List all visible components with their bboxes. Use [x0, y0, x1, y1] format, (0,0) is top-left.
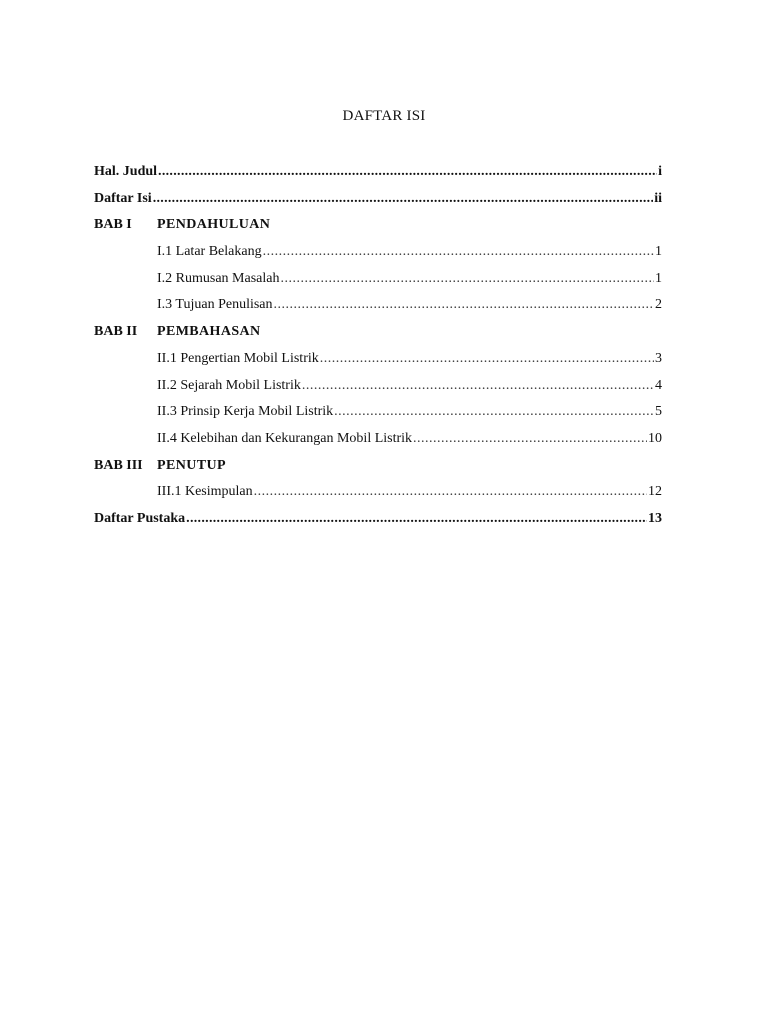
toc-entry-label: II.1 Pengertian Mobil Listrik [157, 350, 319, 366]
toc-entry-page: 12 [648, 484, 662, 500]
chapter-number: BAB II [94, 324, 138, 340]
toc-entry-label: Daftar Pustaka [94, 510, 186, 526]
chapter-number: BAB III [94, 457, 143, 473]
chapter-heading-bab2 [94, 322, 662, 349]
toc-entry-label: I.2 Rumusan Masalah [157, 270, 280, 286]
chapter-heading-bab1 [94, 215, 662, 242]
toc-entry-pustaka [94, 509, 662, 536]
toc-entry-page: 13 [648, 510, 662, 526]
toc-entry-page: ii [654, 190, 662, 206]
chapter-heading-bab3 [94, 456, 662, 483]
chapter-number: BAB I [94, 217, 132, 233]
toc-entry-judul [94, 162, 662, 189]
toc-entry-label: I.1 Latar Belakang [157, 244, 262, 260]
toc-entry-page: 5 [655, 404, 662, 420]
dot-leader [158, 162, 657, 182]
toc-entry-page: 3 [655, 350, 662, 366]
toc-entry-label: II.3 Prinsip Kerja Mobil Listrik [157, 404, 334, 420]
toc-entry-label: II.4 Kelebihan dan Kekurangan Mobil Listrik [157, 430, 413, 446]
toc-entry-page: 1 [655, 244, 662, 260]
page-title: DAFTAR ISI [342, 108, 426, 124]
toc-entry-label: Hal. Judul [94, 164, 158, 179]
dot-leader [334, 402, 654, 422]
toc-entry-daftar-isi [94, 189, 662, 216]
toc-subentry [94, 429, 662, 456]
chapter-name: PENDAHULUAN [157, 217, 271, 233]
toc-entry-page: 4 [655, 377, 662, 393]
toc-subentry [94, 482, 662, 509]
toc-subentry [94, 402, 662, 429]
dot-leader [153, 189, 654, 209]
toc-subentry [94, 376, 662, 403]
dot-leader [320, 349, 654, 369]
table-of-contents [94, 162, 662, 536]
chapter-name: PENUTUP [157, 457, 226, 473]
toc-entry-page: i [658, 164, 662, 179]
toc-entry-label: II.2 Sejarah Mobil Listrik [157, 377, 301, 393]
dot-leader [186, 509, 647, 529]
toc-entry-page: 10 [648, 430, 662, 446]
dot-leader [302, 376, 654, 396]
toc-subentry [94, 242, 662, 269]
toc-entry-label: I.3 Tujuan Penulisan [157, 297, 273, 313]
toc-entry-label: III.1 Kesimpulan [157, 484, 253, 500]
toc-subentry [94, 269, 662, 296]
dot-leader [263, 242, 654, 262]
toc-entry-page: 2 [655, 297, 662, 313]
chapter-name: PEMBAHASAN [157, 324, 261, 340]
dot-leader [274, 295, 654, 315]
dot-leader [413, 429, 647, 449]
toc-subentry [94, 349, 662, 376]
toc-subentry [94, 295, 662, 322]
dot-leader [280, 269, 654, 289]
toc-entry-page: 1 [655, 270, 662, 286]
toc-entry-label: Daftar Isi [94, 190, 152, 206]
dot-leader [254, 482, 647, 502]
